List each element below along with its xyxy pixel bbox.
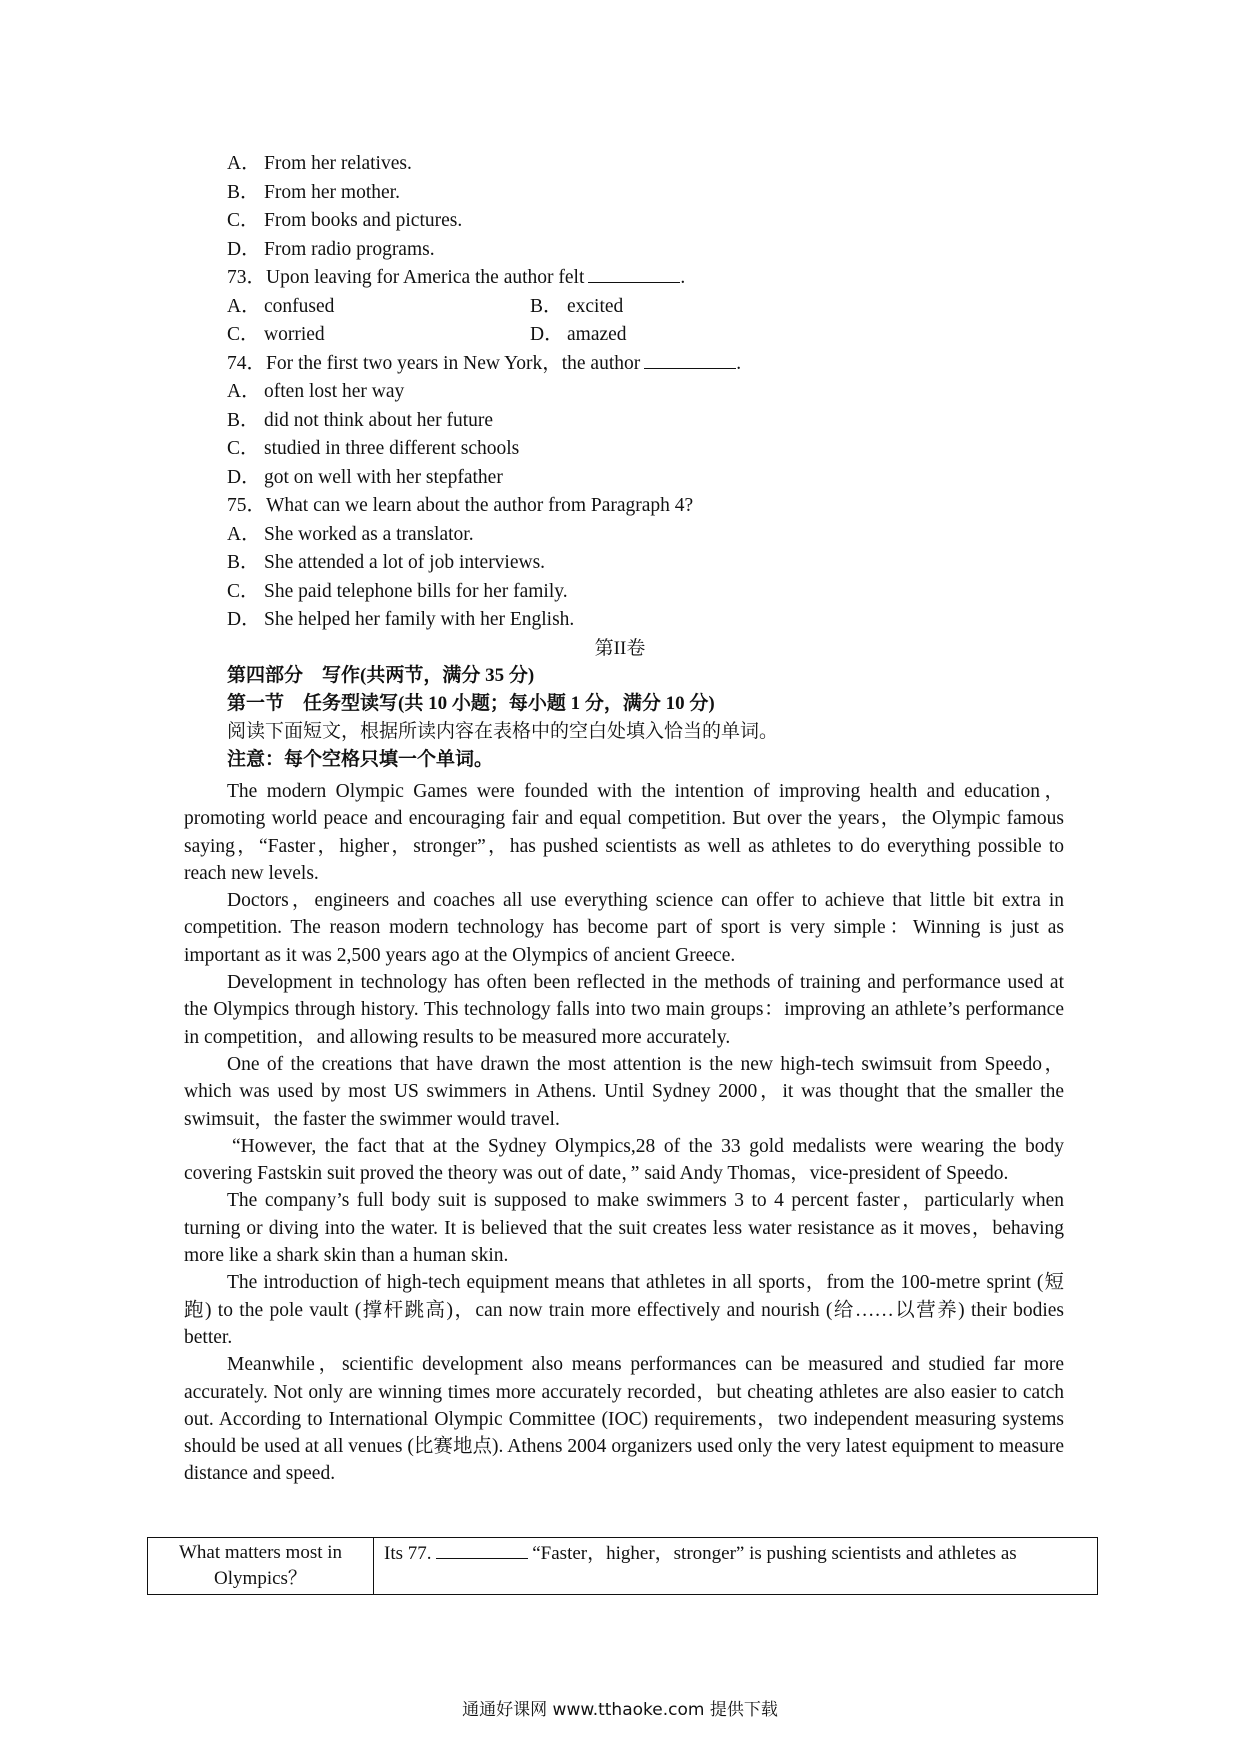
instruction-text: 阅读下面短文，根据所读内容在表格中的空白处填入恰当的单词。 [227, 721, 779, 742]
questions-block [227, 150, 1127, 635]
q74-option-b: B． did not think about her future [227, 409, 494, 431]
section-title: 第II卷 [594, 638, 646, 659]
passage-paragraph: The modern Olympic Games were founded with the intention of improving health and education，promoting world peace and encouraging fair and equal competition. But over the years，the Olympic famous saying，“Faster，higher，stronger”，has pushed scientists as well as athletes to do everything possible to reach new levels. [184, 781, 1064, 884]
reading-passage [184, 778, 1064, 1488]
table-row [148, 1538, 1098, 1595]
q74-stem: 74．For the first two years in New York，the author . [227, 350, 1127, 379]
passage-paragraph: The company’s full body suit is supposed to make swimmers 3 to 4 percent faster，particularly when turning or diving into the water. It is believed that the suit creates less water resistance as it moves，behaving more like a shark skin than a human skin. [184, 1190, 1064, 1267]
passage-paragraph: The introduction of high-tech equipment means that athletes in all sports，from the 100-metre sprint (短跑) to the pole vault (撑杆跳高)，can now train more effectively and nourish (给……以营养) their bodies better. [184, 1272, 1064, 1348]
answer-blank [588, 264, 680, 283]
q74-option-d: D． got on well with her stepfather [227, 466, 503, 488]
q72-option-a: A． From her relatives. [227, 153, 412, 174]
answer-blank-77[interactable] [436, 1540, 528, 1559]
q73-option-d: D． amazed [530, 324, 627, 345]
q74-option-c: C． studied in three different schools [227, 438, 520, 459]
passage-paragraph: One of the creations that have drawn the most attention is the new high-tech swimsuit from Speedo，which was used by most US swimmers in Athens. Until Sydney 2000，it was thought that the smaller the swimsuit，the faster the swimmer would travel. [184, 1053, 1064, 1130]
q74-option-a: A． often lost her way [227, 381, 405, 402]
q75-option-c: C． She paid telephone bills for her family. [227, 580, 568, 602]
q73-options-row-2: C． worried D． amazed [227, 321, 1127, 350]
answer-table [147, 1537, 1098, 1595]
passage-paragraph: Meanwhile，scientific development also means performances can be measured and studied far more accurately. Not only are winning times more accurately recorded，but cheating athletes are also easier to catch out. According to International Olympic Committee (IOC) requirements，two independent measuring systems should be used at all venues (比赛地点). Athens 2004 organizers used only the very latest equipment to measure distance and speed. [184, 1354, 1064, 1485]
answer-blank [644, 350, 736, 369]
table-cell-topic: What matters most in Olympics？ [148, 1538, 374, 1595]
passage-paragraph: Development in technology has often been reflected in the methods of training and performance used at the Olympics through history. This technology falls into two main groups：improving an athlete’s performance in competition，and allowing results to be measured more accurately. [184, 972, 1064, 1048]
q75-option-b: B． She attended a lot of job interviews. [227, 552, 546, 573]
note-text: 注意：每个空格只填一个单词。 [227, 749, 494, 770]
q75-option-a: A． She worked as a translator. [227, 523, 474, 545]
section-heading: 第一节 任务型读写(共 10 小题；每小题 1 分，满分 10 分) [227, 693, 715, 714]
q72-option-d: D． From radio programs. [227, 238, 435, 260]
page-footer: 通通好课网 www.tthaoke.com 提供下载 [462, 1700, 778, 1720]
passage-paragraph: Doctors，engineers and coaches all use everything science can offer to achieve that little bit extra in competition. The reason modern technology has become part of sport is very simple：Winning is just as important as it was 2,500 years ago at the Olympics of ancient Greece. [184, 890, 1064, 966]
q75-option-d: D． She helped her family with her English. [227, 609, 575, 630]
q72-option-c: C． From books and pictures. [227, 210, 463, 231]
writing-instructions [227, 662, 1127, 774]
q73-option-b: B． excited [530, 295, 624, 317]
table-cell-content: Its 77. “Faster，higher，stronger” is pushing scientists and athletes as [374, 1538, 1098, 1595]
part-heading: 第四部分 写作(共两节，满分 35 分) [227, 665, 535, 686]
q73-options-row-1: A． confused B． excited [227, 293, 1127, 322]
passage-paragraph: “However, the fact that at the Sydney Olympics,28 of the 33 gold medalists were wearing the body covering Fastskin suit proved the theory was out of date，” said Andy Thomas，vice-president of Speedo. [184, 1135, 1064, 1185]
q75-stem: 75．What can we learn about the author from Paragraph 4? [227, 495, 694, 516]
q73-stem: 73．Upon leaving for America the author felt . [227, 264, 1127, 293]
q72-option-b: B． From her mother. [227, 181, 400, 203]
